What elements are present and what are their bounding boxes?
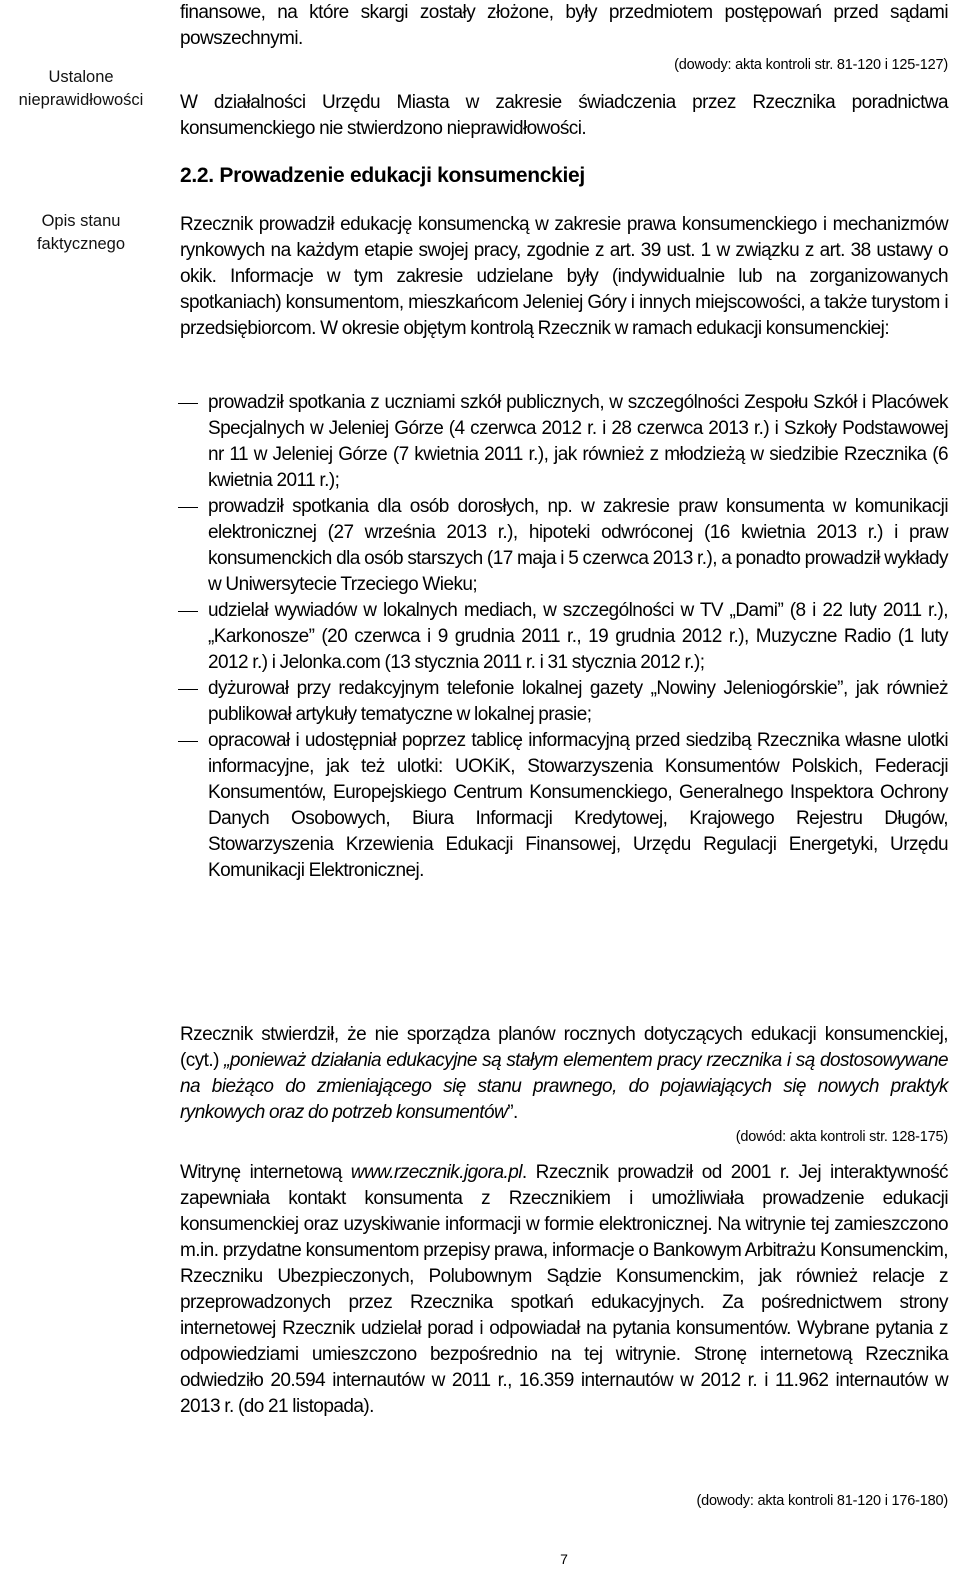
dash-bullet-icon <box>178 689 198 690</box>
dash-bullet-icon <box>178 611 198 612</box>
statement-paragraph: Rzecznik stwierdził, że nie sporządza planów rocznych dotyczących edukacji konsumenckiej, (cyt.) „ponieważ działania edukacyjne są stałym elementem pracy rzecznika i są dostosowywane na bieżąco do zmieniającego się stanu prawnego, do pojawiających się nowych praktyk rynkowych oraz do potrzeb konsumentów”. <box>180 1024 948 1123</box>
intro-paragraph: Rzecznik prowadził edukację konsumencką w zakresie prawa konsumenckiego i mechanizmów rynkowych na każdym etapie swojej pracy, zgodnie z art. 39 ust. 1 w związku z art. 38 ustawy o okik. Informacje w tym zakresie udzielane były (indywidualnie lub na zorganizowanych spotkaniach) konsumentom, mieszkańcom Jeleniej Góry i innych miejscowości, a także turystom i przedsiębiorcom. W okresie objętym kontrolą Rzecznik w ramach edukacji konsumenckiej: <box>180 214 948 339</box>
source-note-3: (dowody: akta kontroli 81-120 i 176-180) <box>696 1493 948 1509</box>
activity-item: udzielał wywiadów w lokalnych mediach, w szczególności w TV „Dami” (8 i 22 luty 2011 r.), „Karkonosze” (20 czerwca i 9 grudnia 2011 r., 19 grudnia 2012 r.), Muzyczne Radio (1 luty 2012 r.) i Jelonka.com (13 stycznia 2011 r. i 31 stycznia 2012 r.); <box>180 598 948 676</box>
website-url[interactable]: www.rzecznik.jgora.pl <box>350 1162 522 1183</box>
dash-bullet-icon <box>178 741 198 742</box>
activity-item: dyżurował przy redakcyjnym telefonie lokalnej gazety „Nowiny Jeleniogórskie”, jak również publikował artykuły tematyczne w lokalnej prasie; <box>180 676 948 728</box>
dash-bullet-icon <box>178 403 198 404</box>
section-heading: 2.2. Prowadzenie edukacji konsumenckiej <box>180 164 585 187</box>
page-number: 7 <box>560 1551 568 1567</box>
margin-note-opis: Opis stanu faktycznego <box>36 212 126 253</box>
activities-list <box>180 390 948 884</box>
top-paragraph: finansowe, na które skargi zostały złożone, były przedmiotem postępowań przed sądami powszechnymi. <box>180 2 948 49</box>
source-note-1: (dowody: akta kontroli str. 81-120 i 125-127) <box>674 57 948 73</box>
finding-paragraph: W działalności Urzędu Miasta w zakresie świadczenia przez Rzecznika poradnictwa konsumenckiego nie stwierdzono nieprawidłowości. <box>180 92 948 139</box>
activity-item: prowadził spotkania dla osób dorosłych, np. w zakresie praw konsumenta w komunikacji elektronicznej (27 września 2013 r.), hipoteki odwróconej (16 kwietnia 2013 r.) i praw konsumenckich dla osób starszych (17 maja i 5 czerwca 2013 r.), a ponadto prowadził wykłady w Uniwersytecie Trzeciego Wieku; <box>180 494 948 598</box>
activity-item: opracował i udostępniał poprzez tablicę informacyjną przed siedzibą Rzecznika własne ulotki informacyjne, jak też ulotki: UOKiK, Stowarzyszenia Konsumentów Polskich, Federacji Konsumentów, Europejskiego Centrum Konsumenckiego, Generalnego Inspektora Ochrony Danych Osobowych, Biura Informacji Kredytowej, Krajowego Rejestru Długów, Stowarzyszenia Krzewienia Edukacji Finansowej, Urzędu Regulacji Energetyki, Urzędu Komunikacji Elektronicznej. <box>180 728 948 884</box>
statement-quote: „ponieważ działania edukacyjne są stałym elementem pracy rzecznika i są dostosowywane na bieżąco do zmieniającego się stanu prawnego, do pojawiających się nowych praktyk rynkowych oraz do potrzeb konsumentów <box>180 1050 948 1123</box>
website-paragraph: Witrynę internetową www.rzecznik.jgora.pl. Rzecznik prowadził od 2001 r. Jej interaktywność zapewniała kontakt konsumenta z Rzecznikiem i umożliwiała prowadzenie edukacji konsumenckiej oraz uzyskiwanie informacji w formie elektronicznej. Na witrynie tej zamieszczono m.in. przydatne konsumentom przepisy prawa, informacje o Bankowym Arbitrażu Konsumenckim, Rzeczniku Ubezpieczonych, Polubownym Sądzie Konsumenckim, jak również relacje z przeprowadzonych przez Rzecznika spotkań edukacyjnych. Za pośrednictwem strony internetowej Rzecznik udzielał porad i odpowiadał na pytania konsumentów. Wybrane pytania z odpowiedziami umieszczono bezpośrednio na tej witrynie. Stronę internetową Rzecznika odwiedziło 20.594 internautów w 2011 r., 16.359 internautów w 2012 r. i 11.962 internautów w 2013 r. (do 21 listopada). <box>180 1162 948 1417</box>
margin-note-ustalone: Ustalone nieprawidłowości <box>18 68 144 109</box>
dash-bullet-icon <box>178 507 198 508</box>
activity-item: prowadził spotkania z uczniami szkół publicznych, w szczególności Zespołu Szkół i Placówek Specjalnych w Jeleniej Górze (4 czerwca 2012 r. i 28 czerwca 2013 r.) i Szkoły Podstawowej nr 11 w Jeleniej Górze (7 kwietnia 2011 r.), jak również z młodzieżą w siedzibie Rzecznika (6 kwietnia 2011 r.); <box>180 390 948 494</box>
source-note-2: (dowód: akta kontroli str. 128-175) <box>735 1129 948 1145</box>
